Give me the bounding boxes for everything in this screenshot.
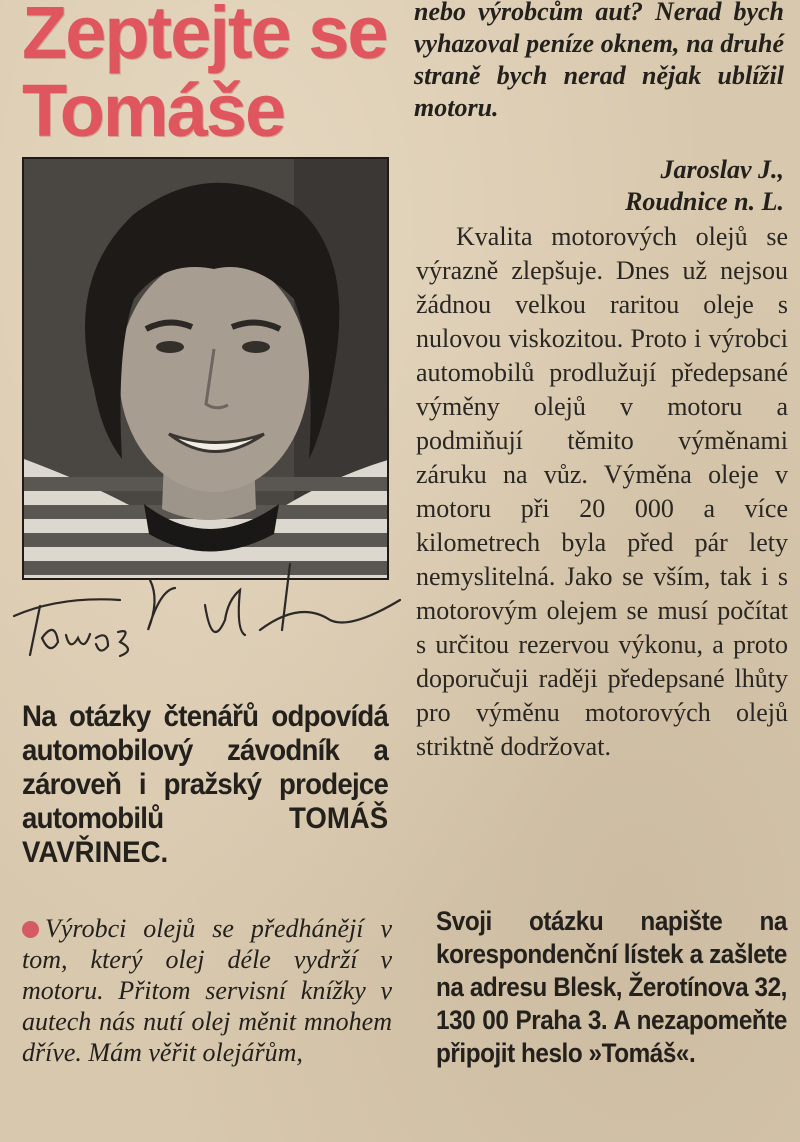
lead-text: Na otázky čtenářů odpovídá automobilový závodník a zároveň i pražský prodejce automobilů <box>22 700 389 835</box>
question-text-1: Výrobci olejů se předhánějí v tom, který olej déle vydrží v motoru. Přitom servisní knížky v autech nás nutí olej měnit mnohem dříve. Mám věřit olejářům, <box>22 914 392 1067</box>
contact-instructions: Svoji otázku napište na korespondenční lístek a zašlete na adresu Blesk, Žerotínova 32, 130 00 Praha 3. A nezapomeňte připojit heslo »Tomáš«. <box>436 906 787 1068</box>
reader-name: Jaroslav J., <box>660 155 784 184</box>
headline: Zeptejte se Tomáše <box>22 0 387 152</box>
answer-paragraph <box>416 220 788 764</box>
bullet-icon <box>22 921 39 938</box>
reader-question-end: nebo výrobcům aut? Nerad bych vyhazoval peníze oknem, na druhé straně bych nerad nějak ublížil motoru. <box>414 0 784 122</box>
reader-question-start <box>22 913 392 1068</box>
reader-place: Roudnice n. L. <box>625 187 784 216</box>
face <box>119 256 309 492</box>
author-name: TOMÁŠ VAVŘINEC. <box>22 802 389 869</box>
portrait-photo <box>22 157 389 580</box>
handwritten-signature <box>0 560 420 670</box>
right-column <box>400 0 800 1142</box>
lead-paragraph <box>22 700 388 870</box>
portrait-illustration <box>24 159 389 580</box>
reader-signoff <box>625 154 784 218</box>
answer-text: Kvalita motorových olejů se výrazně zlepšuje. Dnes už nejsou žádnou velkou raritou oleje s nulovou viskozitou. Proto i výrobci automobilů prodlužují předepsané výměny olejů v motoru a podmiňují těmito výměnami záruku na vůz. Výměna oleje v motoru při 20 000 a více kilometrech byla před pár lety nemyslitelná. Jako se vším, tak i s motorovým olejem se musí počítat s určitou rezervou výkonu, a proto doporučuji raději předepsané lhůty pro výměnu motorových olejů striktně dodržovat. <box>416 222 788 761</box>
